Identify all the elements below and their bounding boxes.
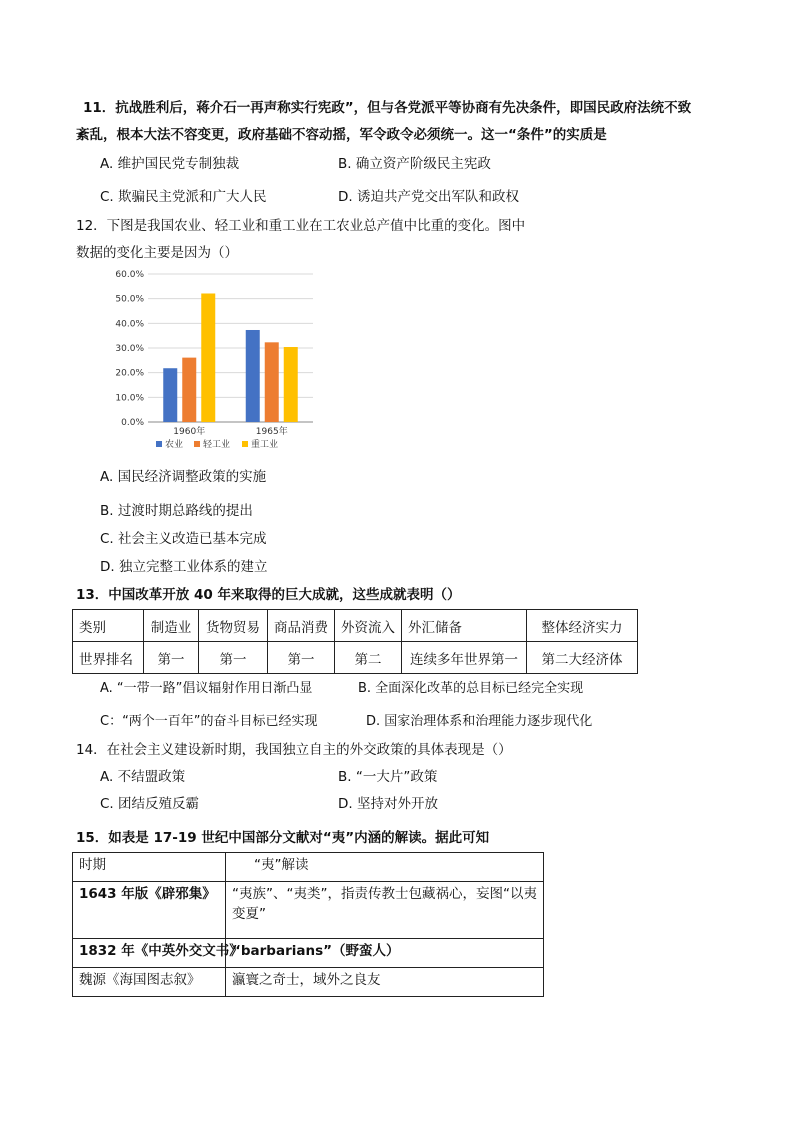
legend-swatch (194, 441, 200, 447)
q15-th: 时期 (73, 853, 226, 882)
q15-td: 瀛寰之奇士，域外之良友 (226, 968, 544, 997)
q13-td: 第二 (335, 642, 402, 674)
q13-th: 外汇储备 (402, 610, 527, 642)
q11-stem-line2: 紊乱，根本大法不容变更，政府基础不容动摇，军令政令必须统一。这一“条件”的实质是 (76, 127, 607, 143)
bar (265, 342, 279, 422)
q13-th: 整体经济实力 (527, 610, 638, 642)
y-tick-label: 60.0% (115, 270, 144, 280)
q15-stem: 15．如表是 17-19 世纪中国部分文献对“夷”内涵的解读。据此可知 (76, 830, 490, 846)
q13-td: 第一 (268, 642, 335, 674)
bar (284, 347, 298, 422)
q12-stem-line2: 数据的变化主要是因为（） (76, 245, 238, 261)
legend-label: 重工业 (251, 440, 279, 450)
q13-td: 第一 (144, 642, 199, 674)
q15-td: 魏源《海国图志叙》 (73, 968, 226, 997)
q13-td: 世界排名 (73, 642, 144, 674)
q13-th: 货物贸易 (199, 610, 268, 642)
q14-option-d[interactable]: D. 坚持对外开放 (338, 796, 438, 812)
q13-td: 第二大经济体 (527, 642, 638, 674)
q13-table (72, 609, 638, 674)
legend-label: 轻工业 (203, 440, 231, 450)
q15-table (72, 852, 544, 997)
q15-td: “barbarians”（野蛮人） (226, 939, 544, 968)
q15-th: “夷”解读 (226, 853, 544, 882)
q13-td: 连续多年世界第一 (402, 642, 527, 674)
legend-label: 农业 (165, 440, 184, 450)
q12-option-c[interactable]: C. 社会主义改造已基本完成 (100, 531, 267, 547)
q11-option-c[interactable]: C. 欺骗民主党派和广大人民 (100, 189, 267, 205)
q14-option-c[interactable]: C. 团结反殖反霸 (100, 796, 200, 812)
legend-swatch (242, 441, 248, 447)
q13-th: 外资流入 (335, 610, 402, 642)
y-tick-label: 50.0% (115, 294, 144, 305)
x-tick-label: 1965年 (255, 427, 288, 437)
q13-table-row (73, 642, 638, 674)
q12-stem-line1: 12．下图是我国农业、轻工业和重工业在工农业总产值中比重的变化。图中 (76, 218, 526, 234)
q13-stem: 13．中国改革开放 40 年来取得的巨大成就，这些成就表明（） (76, 587, 461, 603)
q15-td: 1832 年《中英外交文书》 (73, 939, 226, 968)
q13-th: 制造业 (144, 610, 199, 642)
q15-td: 1643 年版《辟邪集》 (73, 882, 226, 939)
q15-table-row (73, 939, 544, 968)
q14-option-a[interactable]: A. 不结盟政策 (100, 769, 186, 785)
q13-th: 类别 (73, 610, 144, 642)
bar (182, 358, 196, 422)
q15-table-row (73, 968, 544, 997)
bar (246, 330, 260, 422)
q11-option-a[interactable]: A. 维护国民党专制独裁 (100, 156, 240, 172)
q12-option-a[interactable]: A. 国民经济调整政策的实施 (100, 469, 267, 485)
q15-table-row (73, 882, 544, 939)
q15-table-header-row (73, 853, 544, 882)
q13-option-c[interactable]: C：“两个一百年”的奋斗目标已经实现 (100, 714, 318, 729)
q13-td: 第一 (199, 642, 268, 674)
q13-option-d[interactable]: D. 国家治理体系和治理能力逐步现代化 (366, 714, 593, 729)
q13-th: 商品消费 (268, 610, 335, 642)
y-tick-label: 40.0% (115, 319, 144, 330)
bar (201, 293, 215, 422)
y-tick-label: 20.0% (115, 368, 144, 379)
y-tick-label: 30.0% (115, 344, 144, 354)
legend-swatch (156, 441, 162, 447)
q11-option-d[interactable]: D. 诱迫共产党交出军队和政权 (338, 189, 519, 205)
y-tick-label: 10.0% (115, 393, 144, 404)
q12-option-d[interactable]: D. 独立完整工业体系的建立 (100, 559, 268, 575)
q14-stem: 14．在社会主义建设新时期，我国独立自主的外交政策的具体表现是（） (76, 742, 512, 758)
x-tick-label: 1960年 (173, 427, 206, 437)
q15-td: “夷族”、“夷类”，指责传教士包藏祸心，妄图“以夷变夏” (226, 882, 544, 939)
q13-option-a[interactable]: A. “一带一路”倡议辐射作用日渐凸显 (100, 681, 313, 696)
q12-option-b[interactable]: B. 过渡时期总路线的提出 (100, 503, 253, 519)
q13-table-header-row (73, 610, 638, 642)
q11-option-b[interactable]: B. 确立资产阶级民主宪政 (338, 156, 491, 172)
q13-option-b[interactable]: B. 全面深化改革的总目标已经完全实现 (358, 681, 584, 696)
bar (163, 368, 177, 422)
y-tick-label: 0.0% (121, 418, 144, 428)
q11-stem-line1: 11．抗战胜利后，蒋介石一再声称实行宪政”，但与各党派平等协商有先决条件，即国民政府法统不致 (83, 100, 692, 116)
q14-option-b[interactable]: B. “一大片”政策 (338, 769, 438, 785)
q12-bar-chart (108, 266, 323, 456)
